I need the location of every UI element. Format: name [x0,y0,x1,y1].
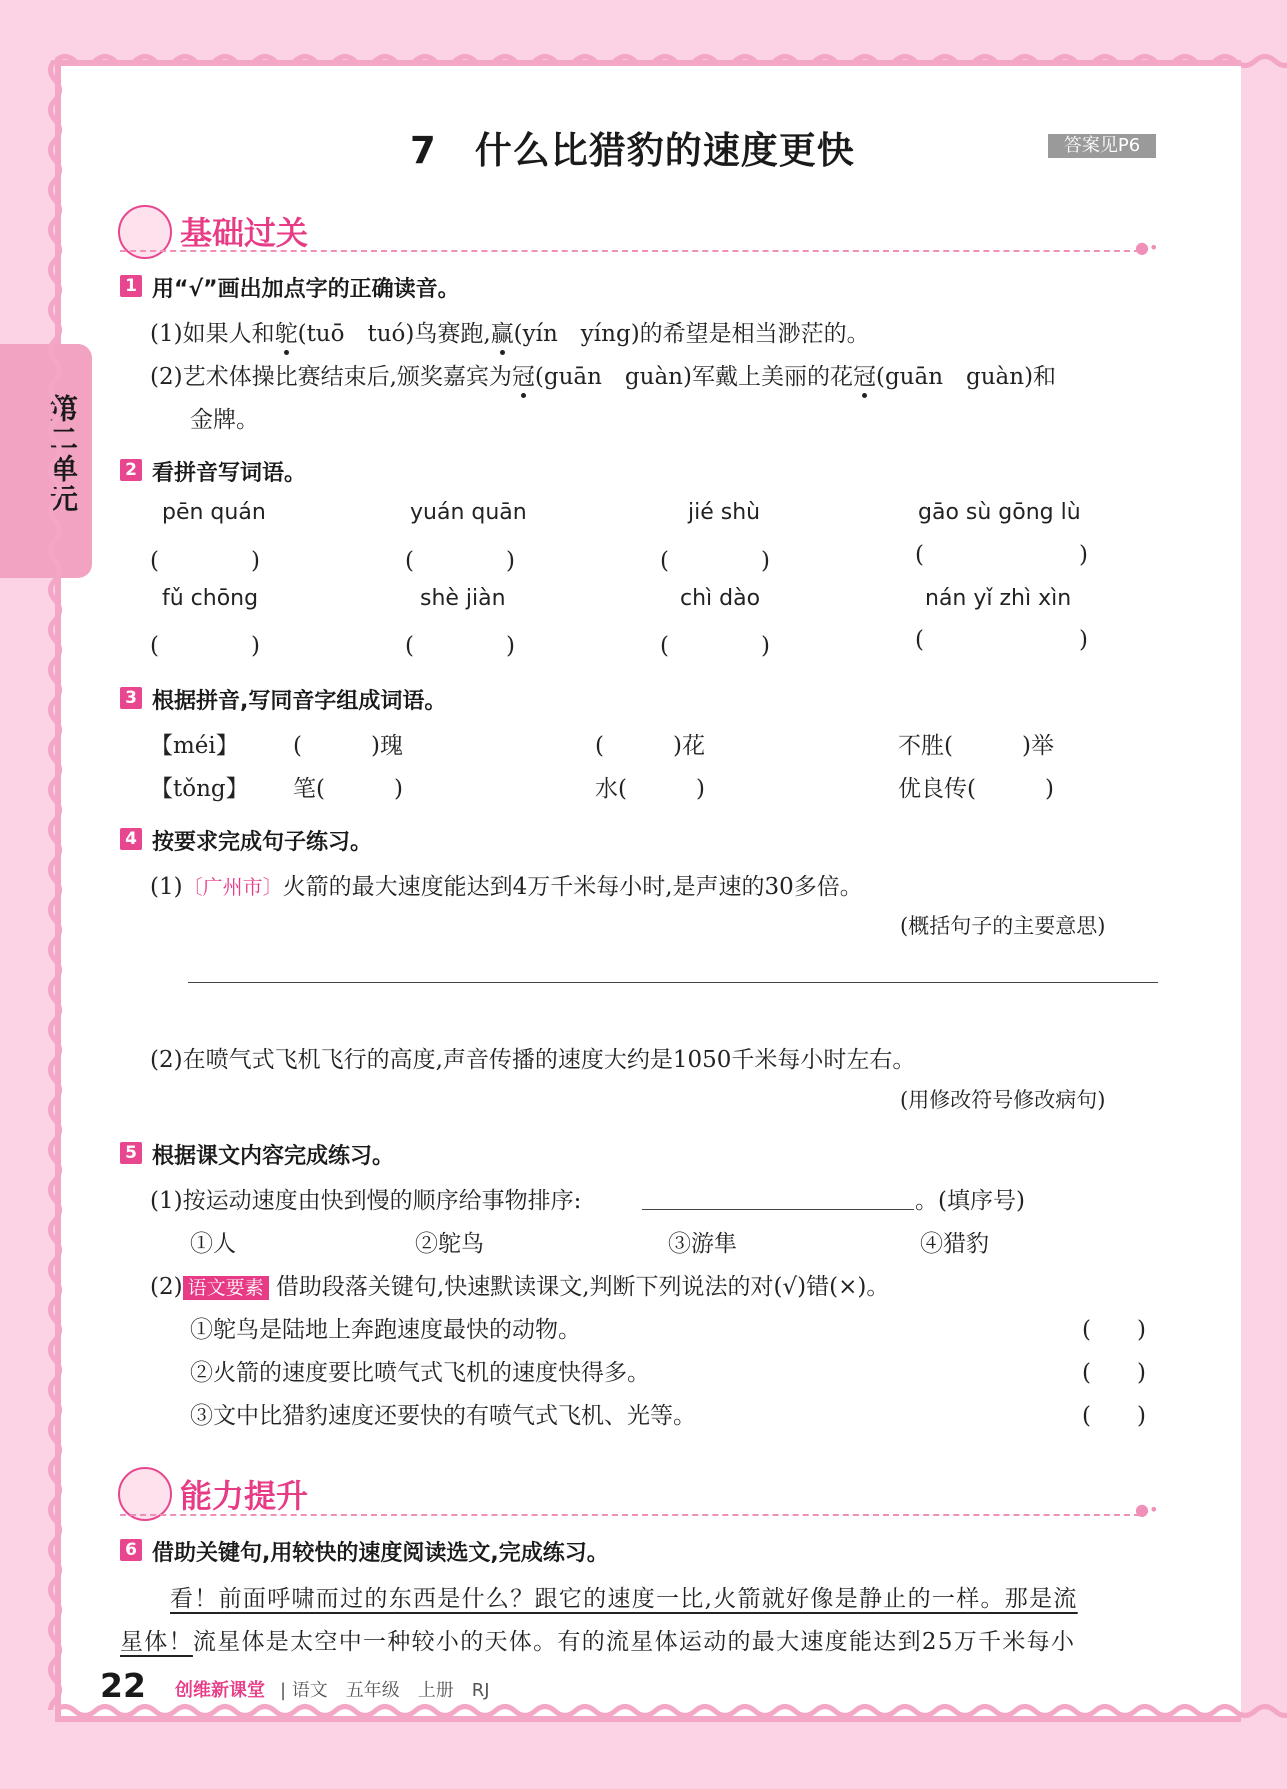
q3-blank[interactable]: 优良传( ) [898,776,1054,802]
q5-option: ④猎豹 [920,1231,989,1257]
q2-pinyin: chì dào [680,586,761,611]
q2-pinyin: nán yǐ zhì xìn [925,586,1072,611]
source-tag: 〔广州市〕 [182,875,283,899]
q2-pinyin: fǔ chōng [162,586,259,611]
wavy-border-bottom [55,1702,1287,1720]
q3-blank[interactable]: ( )花 [595,733,705,759]
q6-number: 6 [120,1539,142,1561]
q6-passage-line-2: 星体！流星体是太空中一种较小的天体。有的流星体运动的最大速度能达到25万千米每小 [120,1629,1076,1655]
q2-answer-blank[interactable]: ( ) [660,633,770,659]
q2-pinyin: pēn quán [162,500,266,525]
q5-option: ③游隼 [668,1231,737,1257]
q4-sentence-1: (1)〔广州市〕火箭的最大速度能达到4万千米每小时,是声速的30多倍。 [150,874,863,900]
q2-answer-blank[interactable]: ( ) [150,548,260,574]
q4-requirement-2: (用修改符号修改病句) [900,1088,1106,1112]
q6-prompt: 借助关键句,用较快的速度阅读选文,完成练习。 [152,1541,609,1566]
q2-answer-blank[interactable]: ( ) [405,633,515,659]
q4-prompt: 按要求完成句子练习。 [152,830,373,855]
q2-pinyin: jié shù [688,500,761,525]
q2-answer-blank[interactable]: ( ) [660,548,770,574]
q6-passage-line-1: 看！前面呼啸而过的东西是什么？跟它的速度一比,火箭就好像是静止的一样。那是流 [170,1586,1078,1612]
q4-sentence-2: (2)在喷气式飞机飞行的高度,声音传播的速度大约是1050千米每小时左右。 [150,1047,916,1073]
dots-icon: ●• [1135,1500,1159,1519]
q1-line-1: (1)如果人和鸵(tuō tuó)鸟赛跑,赢(yín yíng)的希望是相当渺茫的。 [150,321,870,347]
q3-number: 3 [120,687,142,709]
q1-line-2: (2)艺术体操比赛结束后,颁奖嘉宾为冠(guān guàn)军戴上美丽的花冠(guān guàn)和 [150,364,1057,390]
q3-blank[interactable]: ( )瑰 [293,733,403,759]
mascot-icon [118,1467,172,1521]
q2-answer-blank-long[interactable]: ( ) [915,542,1088,568]
q3-pinyin-label: 【tǒng】 [150,776,249,802]
answer-reference: 答案见P6 [1048,134,1156,158]
q3-blank[interactable]: 水( ) [595,776,705,802]
dots-icon: ●• [1135,238,1159,257]
q2-number: 2 [120,459,142,481]
q3-blank[interactable]: 笔( ) [293,776,403,802]
section-title-basic: 基础过关 [180,214,309,252]
q2-answer-blank[interactable]: ( ) [150,633,260,659]
q4-number: 4 [120,828,142,850]
q5-option: ②鸵鸟 [415,1231,484,1257]
q5-sentence-1: (1)按运动速度由快到慢的顺序给事物排序: [150,1188,582,1214]
q5-prompt: 根据课文内容完成练习。 [152,1144,395,1169]
q5-statement: ③文中比猎豹速度还要快的有喷气式飞机、光等。 [190,1403,696,1429]
q2-pinyin: yuán quān [410,500,527,525]
q1-prompt: 用“√”画出加点字的正确读音。 [152,277,460,302]
q3-prompt: 根据拼音,写同音字组成词语。 [152,689,447,714]
q2-answer-blank[interactable]: ( ) [405,548,515,574]
q1-number: 1 [120,275,142,297]
q5-statement: ①鸵鸟是陆地上奔跑速度最快的动物。 [190,1317,581,1343]
q5-number: 5 [120,1142,142,1164]
q5-sentence-2: (2) 语文要素 借助段落关键句,快速默读课文,判断下列说法的对(√)错(×)。 [150,1274,890,1300]
q5-statement: ②火箭的速度要比喷气式飞机的速度快得多。 [190,1360,650,1386]
q2-pinyin: gāo sù gōng lù [918,500,1081,525]
q2-prompt: 看拼音写词语。 [152,461,307,486]
wavy-border-left [46,60,64,1710]
q5-judge-paren[interactable]: ( ) [1082,1360,1146,1386]
q5-sentence-1-tail: 。(填序号) [915,1188,1025,1214]
q5-judge-paren[interactable]: ( ) [1082,1317,1146,1343]
footer-brand: 创维新课堂 [175,1680,265,1701]
page-title: 7 什么比猎豹的速度更快 [410,129,855,172]
q3-pinyin-label: 【méi】 [150,733,239,759]
q5-option: ①人 [190,1231,236,1257]
q5-judge-paren[interactable]: ( ) [1082,1403,1146,1429]
q1-line-3: 金牌。 [190,407,259,433]
q2-answer-blank-long[interactable]: ( ) [915,627,1088,653]
section-title-ability: 能力提升 [180,1477,309,1515]
section-divider [120,1514,1140,1516]
footer-info: | 语文 五年级 上册 RJ [280,1680,490,1701]
q3-blank[interactable]: 不胜( )举 [898,733,1054,759]
unit-tab-label: 第二单元 [46,394,79,514]
q5-answer-line[interactable] [642,1209,914,1210]
element-tag: 语文要素 [183,1276,269,1300]
q4-answer-line[interactable] [188,982,1158,983]
section-divider [120,250,1140,252]
q4-requirement-1: (概括句子的主要意思) [900,914,1106,938]
q2-pinyin: shè jiàn [420,586,506,611]
page-number: 22 [100,1666,146,1705]
